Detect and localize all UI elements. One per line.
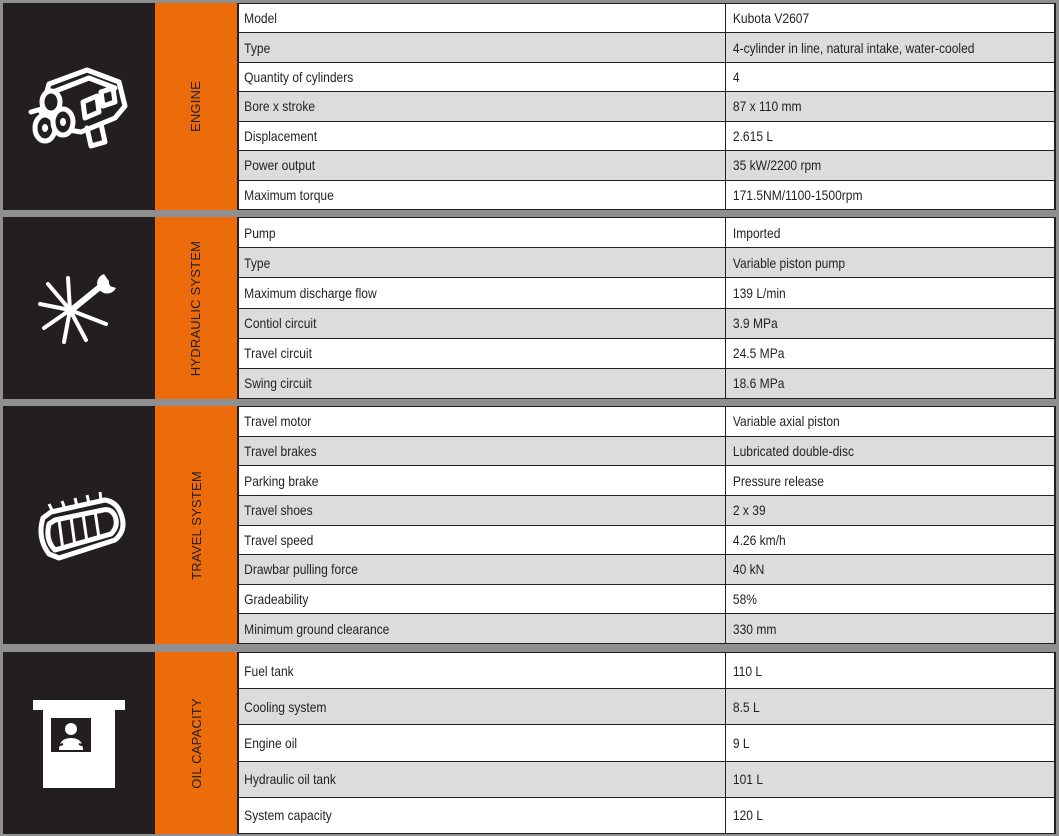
section-label-panel <box>155 652 237 834</box>
table-row <box>239 407 1054 437</box>
spec-value: 4.26 km/h <box>732 531 786 548</box>
table-row <box>239 437 1054 467</box>
spec-name: Travel motor <box>244 413 312 430</box>
spec-value: 110 L <box>732 662 763 679</box>
spec-name: Pump <box>244 224 276 241</box>
spec-value: 2.615 L <box>732 127 774 144</box>
spec-value: Imported <box>732 224 781 241</box>
spec-value: 24.5 MPa <box>732 345 785 362</box>
spec-table-travel <box>237 406 1056 644</box>
crawler-track-icon <box>29 484 129 566</box>
section-label: ENGINE <box>188 80 204 133</box>
section-icon-panel <box>3 406 155 644</box>
section-oil-capacity <box>3 652 1056 834</box>
table-row <box>239 496 1054 526</box>
table-row <box>239 151 1054 180</box>
spec-name: Maximum discharge flow <box>244 284 377 301</box>
spec-name: Travel shoes <box>244 502 313 519</box>
table-row <box>239 122 1054 151</box>
spec-name: Power output <box>244 157 316 174</box>
spec-value: Variable piston pump <box>732 254 846 271</box>
section-label: TRAVEL SYSTEM <box>188 470 204 580</box>
spec-name: Travel circuit <box>244 345 312 362</box>
section-icon-panel <box>3 3 155 210</box>
spec-value: 4 <box>732 69 740 86</box>
table-row <box>239 181 1054 209</box>
table-row <box>239 725 1054 761</box>
spec-name: Type <box>244 254 271 271</box>
spec-value: 3.9 MPa <box>732 315 778 332</box>
spec-value: 8.5 L <box>732 698 760 715</box>
spec-name: Swing circuit <box>244 375 312 392</box>
spec-name: Model <box>244 10 277 27</box>
spec-value: 330 mm <box>732 620 777 637</box>
table-row <box>239 218 1054 248</box>
spec-name: Maximum torque <box>244 186 334 203</box>
table-row <box>239 4 1054 33</box>
spec-name: Hydraulic oil tank <box>244 771 336 788</box>
spec-value: 58% <box>732 591 757 608</box>
engine-icon <box>27 62 131 152</box>
spec-name: Cooling system <box>244 698 327 715</box>
spec-value: 4-cylinder in line, natural intake, water-cooled <box>732 39 975 56</box>
spec-value: 9 L <box>732 735 750 751</box>
spec-value: Lubricated double-disc <box>732 442 855 459</box>
spec-name: Fuel tank <box>244 662 294 679</box>
section-label-panel <box>155 217 237 399</box>
wrench-spark-icon <box>34 268 124 348</box>
spec-value: 120 L <box>732 807 764 824</box>
spec-table-engine <box>237 3 1056 210</box>
spec-value: Pressure release <box>732 472 824 489</box>
table-row <box>239 466 1054 496</box>
table-row <box>239 555 1054 585</box>
section-travel-system <box>3 406 1056 644</box>
section-icon-panel <box>3 217 155 399</box>
table-row <box>239 339 1054 369</box>
spec-value: Variable axial piston <box>732 413 840 430</box>
spec-value: 171.5NM/1100-1500rpm <box>732 186 863 203</box>
table-row <box>239 33 1054 62</box>
section-hydraulic-system <box>3 217 1056 399</box>
table-row <box>239 798 1054 833</box>
spec-name: Quantity of cylinders <box>244 69 354 86</box>
section-label-panel <box>155 3 237 210</box>
section-engine <box>3 3 1056 210</box>
operator-cab-icon <box>29 698 129 788</box>
spec-name: Type <box>244 39 271 56</box>
table-row <box>239 689 1054 725</box>
spec-value: 35 kW/2200 rpm <box>732 157 822 174</box>
spec-name: Gradeability <box>244 591 309 608</box>
table-row <box>239 526 1054 556</box>
table-row <box>239 92 1054 121</box>
spec-name: Travel speed <box>244 531 314 548</box>
table-row <box>239 653 1054 689</box>
spec-name: System capacity <box>244 807 332 824</box>
spec-name: Engine oil <box>244 735 298 751</box>
table-row <box>239 762 1054 798</box>
spec-value: 139 L/min <box>732 284 786 301</box>
spec-name: Travel brakes <box>244 442 317 459</box>
spec-value: 2 x 39 <box>732 502 766 519</box>
spec-name: Minimum ground clearance <box>244 620 390 637</box>
table-row <box>239 278 1054 308</box>
spec-table-hydraulic <box>237 217 1056 399</box>
spec-table-oil <box>237 652 1056 834</box>
spec-value: 40 kN <box>732 561 765 578</box>
spec-name: Drawbar pulling force <box>244 561 358 578</box>
spec-value: Kubota V2607 <box>732 10 810 27</box>
section-label: OIL CAPACITY <box>188 697 204 789</box>
spec-value: 101 L <box>732 771 764 788</box>
table-row <box>239 585 1054 615</box>
section-label-panel <box>155 406 237 644</box>
table-row <box>239 309 1054 339</box>
table-row <box>239 248 1054 278</box>
spec-name: Contiol circuit <box>244 315 317 332</box>
spec-name: Parking brake <box>244 472 319 489</box>
table-row <box>239 369 1054 398</box>
spec-value: 18.6 MPa <box>732 375 785 392</box>
spec-value: 87 x 110 mm <box>732 98 802 115</box>
spec-name: Bore x stroke <box>244 98 316 115</box>
section-label: HYDRAULIC SYSTEM <box>188 240 204 376</box>
spec-name: Displacement <box>244 127 318 144</box>
table-row <box>239 614 1054 643</box>
table-row <box>239 63 1054 92</box>
section-icon-panel <box>3 652 155 834</box>
